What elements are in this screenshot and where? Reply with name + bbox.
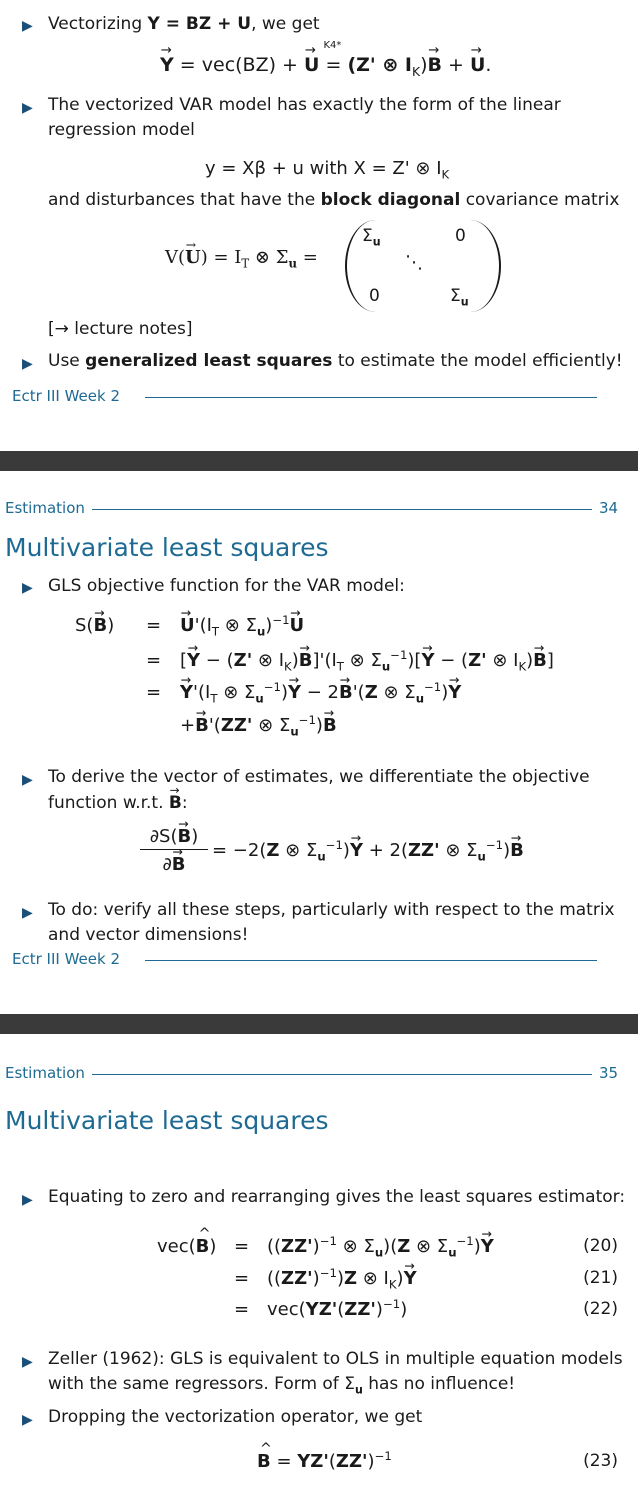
bullet-text-cont: regression model — [48, 120, 195, 140]
section-label: Estimation — [5, 1064, 85, 1082]
equation-regression: y = Xβ + u with X = Z' ⊗ $I_K$ — [205, 158, 450, 182]
matrix-entry: 0 — [369, 286, 380, 306]
equation-number: (21) — [583, 1268, 618, 1288]
bullet-text: Vectorizing Y = BZ + U, we get — [48, 14, 320, 34]
bullet-icon: ▶ — [22, 1412, 33, 1428]
bullet-icon: ▶ — [22, 100, 33, 116]
footer-label: Ectr III Week 2 — [12, 950, 120, 968]
slide-divider — [0, 451, 638, 471]
bullet-icon: ▶ — [22, 1192, 33, 1208]
bullet-icon: ▶ — [22, 356, 33, 372]
eq-sign: = — [234, 1268, 250, 1289]
bullet-text: Dropping the vectorization operator, we get — [48, 1407, 423, 1427]
section-label: Estimation — [5, 499, 85, 517]
equation-number: (22) — [583, 1299, 618, 1319]
footer-rule — [145, 397, 597, 398]
matrix-dots: ⋱ — [405, 252, 423, 273]
slide-title: Multivariate least squares — [5, 1106, 329, 1135]
slide-divider — [0, 1014, 638, 1034]
covariance-intro: and disturbances that have the block diagonal covariance matrix — [48, 190, 620, 210]
bullet-text: To derive the vector of estimates, we differentiate the objective — [48, 767, 590, 787]
estimator-final: ^ $B = YZ'(ZZ')^{-1}$ — [257, 1449, 392, 1472]
equation-number: (23) — [583, 1451, 618, 1471]
objective-line1: → $U'(I_T$ ⊗ $\Sigma_u)^{-1}\to U$ — [180, 613, 304, 639]
equation-vec: → Y = vec(BZ) + → U = K4* (Z' ⊗ $I_K)\to B$ + → U. — [160, 54, 491, 79]
matrix-entry: $\Sigma_u$ — [450, 286, 469, 309]
bullet-text: Use generalized least squares to estimate the model efficiently! — [48, 351, 623, 371]
bullet-icon: ▶ — [22, 1354, 33, 1370]
slide-title: Multivariate least squares — [5, 533, 329, 562]
bullet-icon: ▶ — [22, 580, 33, 596]
derivative-fraction: ∂S(→ B) ∂→ B — [140, 826, 208, 875]
eq-sign: = — [146, 650, 162, 671]
bullet-text-cont: and vector dimensions! — [48, 925, 249, 945]
bullet-text: Equating to zero and rearranging gives the least squares estimator: — [48, 1187, 626, 1207]
bullet-icon: ▶ — [22, 18, 33, 34]
estimator-line20: ($(ZZ')^{-1}$ ⊗ $\Sigma_u)(Z$ ⊗ $\Sigma_u^{-1})\to Y$ — [267, 1234, 494, 1260]
objective-lhs: S(→ B) — [75, 615, 114, 636]
estimator-line22: $vec(YZ'(ZZ')^{-1})$ — [267, 1297, 408, 1320]
lecture-notes-ref: [→ lecture notes] — [48, 319, 193, 339]
estimator-lhs: vec(^ B) — [157, 1236, 216, 1257]
footer-label: Ectr III Week 2 — [12, 387, 120, 405]
objective-line4: +→ B'(ZZ' ⊗ $\Sigma_u^{-1})\to B$ — [180, 713, 337, 739]
header-rule — [92, 509, 592, 510]
bullet-text: Zeller (1962): GLS is equivalent to OLS in multiple equation models — [48, 1349, 623, 1369]
objective-line3: → $Y'(I_T$ ⊗ $\Sigma_u^{-1})\to Y - 2\to B'(Z$ ⊗ $\Sigma_u^{-1})\to Y$ — [180, 680, 461, 706]
matrix-entry: $\Sigma_u$ — [362, 226, 381, 249]
bullet-text-cont: function w.r.t. → B: — [48, 793, 188, 813]
bullet-text: To do: verify all these steps, particularly with respect to the matrix — [48, 900, 615, 920]
page-number: 35 — [599, 1064, 619, 1082]
estimator-line21: $((ZZ')^{-1})Z$ ⊗ $I_K)\to Y$ — [267, 1266, 417, 1292]
footer-rule — [145, 960, 597, 961]
bullet-icon: ▶ — [22, 905, 33, 921]
eq-sign: = — [234, 1299, 250, 1320]
bullet-text: GLS objective function for the VAR model: — [48, 576, 405, 596]
header-rule — [92, 1074, 592, 1075]
objective-line2: [→ Y − (Z' ⊗ $I_K)\to B]'(I_T$ ⊗ $\Sigma_u^{-1})[\to Y - (Z'$ ⊗ $I_K)\to B$] — [180, 648, 554, 674]
derivative-rhs: = −2(Z ⊗ $\Sigma_u^{-1})\to Y + 2(ZZ'$ ⊗ $\Sigma_u^{-1})\to B$ — [212, 838, 524, 864]
eq-sign: = — [234, 1236, 250, 1257]
matrix-entry: 0 — [455, 226, 466, 246]
page-number: 34 — [599, 499, 619, 517]
bullet-text-cont: with the same regressors. Form of $\Sigma_u$ has no influence! — [48, 1374, 516, 1397]
equation-number: (20) — [583, 1236, 618, 1256]
bullet-icon: ▶ — [22, 772, 33, 788]
bullet-text: The vectorized VAR model has exactly the form of the linear — [48, 95, 561, 115]
covariance-lhs: $V(\to U) = I_T$ ⊗ $\Sigma_u$ = — [165, 247, 318, 271]
eq-sign: = — [146, 615, 162, 636]
eq-sign: = — [146, 682, 162, 703]
